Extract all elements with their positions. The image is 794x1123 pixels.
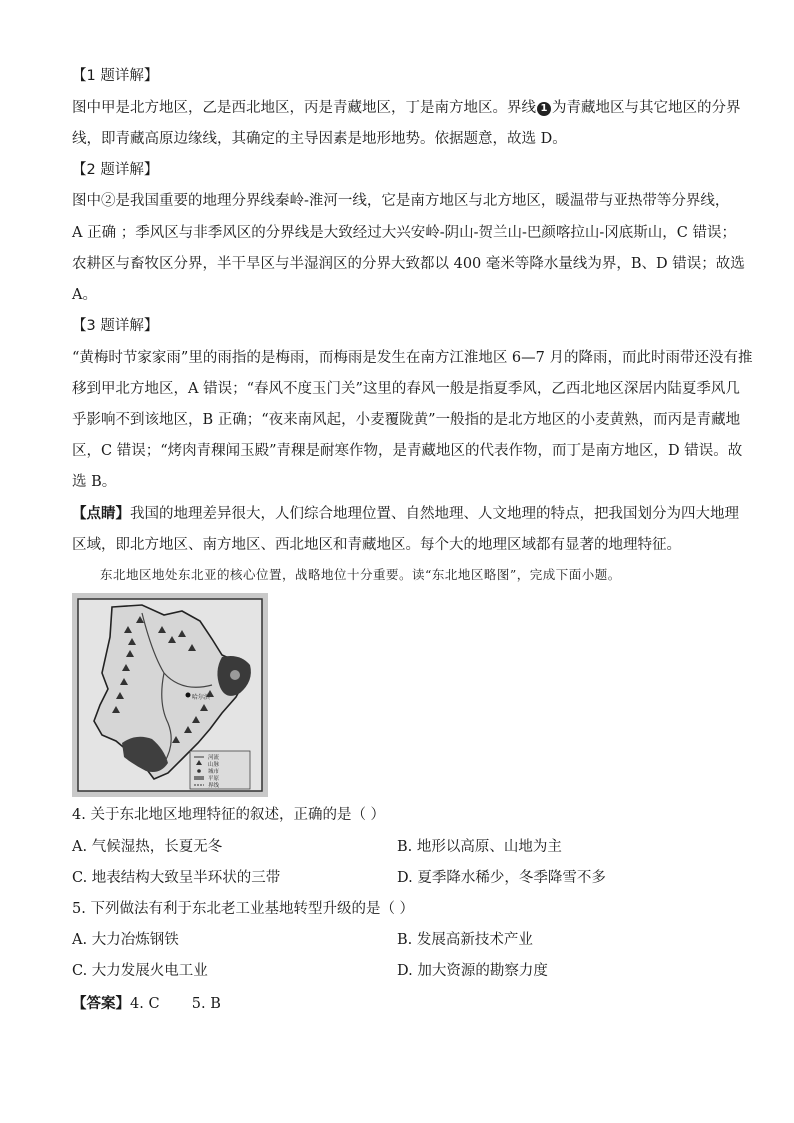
northeast-map-svg bbox=[72, 593, 268, 797]
q4-option-a[interactable]: A. 气候湿热，长夏无冬 bbox=[72, 839, 223, 855]
lake-marker bbox=[230, 670, 240, 680]
q3-heading: 【3 题详解】 bbox=[72, 318, 159, 334]
q5-option-b[interactable]: B. 发展高新技术产业 bbox=[397, 932, 533, 948]
q5-option-a[interactable]: A. 大力冶炼钢铁 bbox=[72, 932, 179, 948]
q4-option-c[interactable]: C. 地表结构大致呈半环状的三带 bbox=[72, 870, 281, 886]
q4-question: 4. 关于东北地区地理特征的叙述，正确的是（ ） bbox=[72, 807, 386, 823]
q3-line-1: “黄梅时节家家雨”里的雨指的是梅雨，而梅雨是发生在南方江淮地区 6—7 月的降雨，而此时雨带还没有推 bbox=[72, 350, 753, 366]
q3-line-3: 乎影响不到该地区，B 正确；“夜来南风起，小麦覆陇黄”一般指的是北方地区的小麦黄熟，而丙是青藏地 bbox=[72, 412, 741, 428]
q2-line-2: A 正确 ；季风区与非季风区的分界线是大致经过大兴安岭-阴山-贺兰山-巴颜喀拉山-冈底斯山，C 错误； bbox=[72, 225, 736, 241]
answer-label: 【答案】 bbox=[72, 995, 130, 1012]
q5-option-c[interactable]: C. 大力发展火电工业 bbox=[72, 963, 208, 979]
q2-line-4: A。 bbox=[72, 287, 97, 303]
answer-line bbox=[72, 994, 221, 1014]
q5-question: 5. 下列做法有利于东北老工业基地转型升级的是（ ） bbox=[72, 901, 415, 917]
q2-line-3: 农耕区与畜牧区分界，半干旱区与半湿润区的分界大致都以 400 毫米等降水量线为界，B、D 错误；故选 bbox=[72, 256, 745, 272]
legend-plain: 平原 bbox=[208, 776, 220, 782]
q3-line-2: 移到甲北方地区，A 错误；“春风不度玉门关”这里的春风一般是指夏季风，乙西北地区深居内陆夏季风几 bbox=[72, 381, 740, 397]
q3-line-5: 选 B。 bbox=[72, 474, 117, 490]
dianjing-label: 【点睛】 bbox=[72, 505, 130, 522]
q1-heading: 【1 题详解】 bbox=[72, 68, 159, 84]
question-stem: 东北地区地处东北亚的核心位置，战略地位十分重要。读“东北地区略图”，完成下面小题。 bbox=[100, 567, 621, 582]
q2-heading: 【2 题详解】 bbox=[72, 162, 159, 178]
q2-line-1: 图中②是我国重要的地理分界线秦岭-淮河一线，它是南方地区与北方地区，暖温带与亚热带等分界线， bbox=[72, 193, 730, 209]
q1-line-2: 线，即青藏高原边缘线，其确定的主导因素是地形地势。依据题意，故选 D。 bbox=[72, 131, 567, 147]
dianjing-line-2: 区域，即北方地区、南方地区、西北地区和青藏地区。每个大的地理区域都有显著的地理特征。 bbox=[72, 537, 681, 553]
northeast-map-figure bbox=[72, 593, 268, 797]
legend-city: 城市 bbox=[208, 769, 220, 775]
q5-option-d[interactable]: D. 加大资源的勘察力度 bbox=[397, 963, 548, 979]
q4-option-d[interactable]: D. 夏季降水稀少，冬季降雪不多 bbox=[397, 870, 606, 886]
answer-text: 4. C 5. B bbox=[130, 996, 221, 1012]
legend-river: 河流 bbox=[208, 755, 220, 761]
q4-option-b[interactable]: B. 地形以高原、山地为主 bbox=[397, 839, 562, 855]
city-label: 哈尔滨 bbox=[192, 694, 211, 701]
boundary-marker-1: 1 bbox=[537, 102, 551, 116]
dianjing-line-1: 【点睛】我国的地理差异很大，人们综合地理位置、自然地理、人文地理的特点，把我国划分为四大地理 bbox=[72, 505, 739, 522]
q1-line-1: 图中甲是北方地区，乙是西北地区，丙是青藏地区，丁是南方地区。界线 1 为青藏地区与其它地区的分界 bbox=[72, 100, 741, 116]
legend-boundary: 界线 bbox=[208, 783, 220, 789]
q3-line-4: 区，C 错误；“烤肉青稞闻玉殿”青稞是耐寒作物，是青藏地区的代表作物，而丁是南方地区，D 错误。故 bbox=[72, 443, 743, 459]
city-dot-icon bbox=[186, 693, 191, 698]
legend-mountain: 山脉 bbox=[208, 762, 220, 768]
